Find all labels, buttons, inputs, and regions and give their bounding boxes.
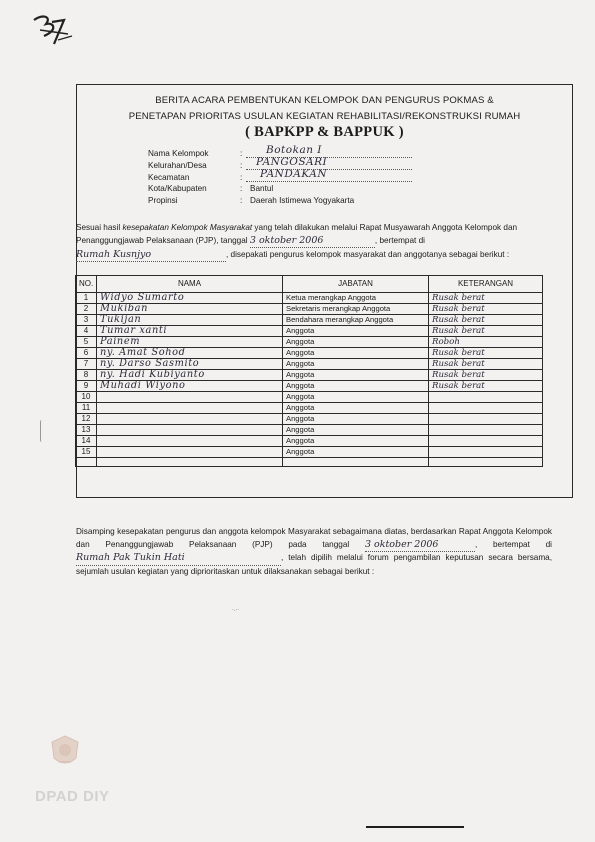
cell-no: 5 xyxy=(76,337,97,348)
watermark-text: DPAD DIY xyxy=(35,788,110,805)
date-field xyxy=(365,539,475,553)
cell-jabatan: Anggota xyxy=(283,337,429,348)
cell-nama xyxy=(97,425,283,436)
cell-jabatan: Ketua merangkap Anggota xyxy=(283,293,429,304)
priority-paragraph xyxy=(76,526,552,578)
info-value-handwritten: Botokan I xyxy=(266,144,322,156)
cell-keterangan: Rusak berat xyxy=(429,359,543,370)
info-label: Kota/Kabupaten xyxy=(148,184,207,194)
place-field xyxy=(76,248,226,262)
cell-jabatan: Sekretaris merangkap Anggota xyxy=(283,304,429,315)
table-row xyxy=(76,304,543,315)
info-row-kecamatan xyxy=(148,167,418,185)
cell-keterangan: Rusak berat xyxy=(429,315,543,326)
members-table-body xyxy=(76,293,543,467)
table-row xyxy=(76,425,543,436)
cell-nama: Tumar xanti xyxy=(97,326,283,337)
paragraph-text: , telah dipilih melalui forum pengambilan keputusan secara bersama, sejumlah usulan kegiatan yang diprioritaskan untuk dilaksanakan sebagai berikut : xyxy=(76,553,552,576)
cell-no: 8 xyxy=(76,370,97,381)
watermark-seal-icon xyxy=(50,734,80,770)
cell-no: 1 xyxy=(76,293,97,304)
cell-no: 9 xyxy=(76,381,97,392)
info-value: Bantul xyxy=(250,184,274,194)
table-row xyxy=(76,326,543,337)
info-colon: : xyxy=(240,184,243,194)
cell-no: 13 xyxy=(76,425,97,436)
table-row xyxy=(76,370,543,381)
header-no: NO. xyxy=(76,276,97,293)
paragraph-text: , bertempat di xyxy=(474,539,552,549)
date-field xyxy=(250,234,375,248)
cell-nama: Widyo Sumarto xyxy=(97,293,283,304)
members-table xyxy=(75,275,543,467)
cell-no: 3 xyxy=(76,315,97,326)
place-field xyxy=(76,552,281,566)
table-row xyxy=(76,403,543,414)
cell-no: 4 xyxy=(76,326,97,337)
cell-keterangan xyxy=(429,414,543,425)
cell-nama: Tukijan xyxy=(97,315,283,326)
table-row xyxy=(76,414,543,425)
cell-nama xyxy=(97,447,283,458)
cell-keterangan: Rusak berat xyxy=(429,381,543,392)
agreement-paragraph xyxy=(76,221,540,262)
paragraph-text: Sesuai hasil xyxy=(76,223,123,232)
cell-jabatan: Bendahara merangkap Anggota xyxy=(283,315,429,326)
info-label: Nama Kelompok xyxy=(148,149,209,158)
cell-nama: ny. Darso Sasmito xyxy=(97,359,283,370)
paragraph-emphasis: kesepakatan Kelompok Masyarakat xyxy=(122,223,253,232)
info-label: Kecamatan xyxy=(148,172,190,182)
cell-jabatan: Anggota xyxy=(283,425,429,436)
info-label: Kelurahan/Desa xyxy=(148,160,207,170)
cell-no: 2 xyxy=(76,304,97,315)
table-row xyxy=(76,392,543,403)
cell-keterangan: Rusak berat xyxy=(429,348,543,359)
info-colon: : xyxy=(240,196,243,206)
cell-jabatan: Anggota xyxy=(283,370,429,381)
cell-no: 10 xyxy=(76,392,97,403)
table-row xyxy=(76,337,543,348)
cell-nama: Muhadi Wiyono xyxy=(97,381,283,392)
cell-nama xyxy=(97,403,283,414)
header-jabatan: JABATAN xyxy=(283,276,429,293)
cell-keterangan xyxy=(429,447,543,458)
cell-keterangan: Rusak berat xyxy=(429,326,543,337)
header-keterangan: KETERANGAN xyxy=(429,276,543,293)
cell-nama xyxy=(97,392,283,403)
cell-jabatan: Anggota xyxy=(283,392,429,403)
cell-nama: Painem xyxy=(97,337,283,348)
cell-no: 15 xyxy=(76,447,97,458)
cell-jabatan: Anggota xyxy=(283,414,429,425)
table-row xyxy=(76,381,543,392)
handwritten-date: 3 oktober 2006 xyxy=(364,538,439,550)
cell-nama xyxy=(97,436,283,447)
cell-keterangan: Rusak berat xyxy=(429,370,543,381)
cell-no: 7 xyxy=(76,359,97,370)
table-row xyxy=(76,315,543,326)
cell-no: 6 xyxy=(76,348,97,359)
cell-nama xyxy=(97,414,283,425)
cell-no: 14 xyxy=(76,436,97,447)
handwritten-place: Rumah Kusnjyo xyxy=(76,249,152,260)
paragraph-text: yang telah dilakukan melalui Rapat Musyawarah Anggota Kelompok dan Penanggungjawab Pelaksanaan (PJP), tanggal xyxy=(76,223,518,245)
table-spacer-row xyxy=(76,458,543,467)
cell-jabatan: Anggota xyxy=(283,403,429,414)
info-colon: : xyxy=(240,149,243,158)
cell-nama: Mukiban xyxy=(97,304,283,315)
cell-nama: ny. Amat Sohod xyxy=(97,348,283,359)
dotted-line xyxy=(246,181,412,182)
cell-no: 11 xyxy=(76,403,97,414)
bottom-rule xyxy=(366,826,464,828)
info-colon: : xyxy=(240,160,243,170)
info-row-propinsi xyxy=(148,196,418,208)
paragraph-text: , bertempat di xyxy=(374,236,425,245)
cell-keterangan: Roboh xyxy=(429,337,543,348)
cell-jabatan: Anggota xyxy=(283,436,429,447)
cell-keterangan xyxy=(429,425,543,436)
scan-margin-mark xyxy=(40,420,45,442)
info-row-kabupaten xyxy=(148,184,418,196)
paragraph-text: , disepakati pengurus kelompok masyarakat dan anggotanya sebagai berikut : xyxy=(226,250,510,259)
cell-jabatan: Anggota xyxy=(283,326,429,337)
document-title-line-1: BERITA ACARA PEMBENTUKAN KELOMPOK DAN PENGURUS POKMAS & xyxy=(155,95,494,106)
table-header-row xyxy=(76,276,543,293)
scan-speck: ·.·· xyxy=(232,607,240,613)
cell-keterangan: Rusak berat xyxy=(429,304,543,315)
table-row xyxy=(76,348,543,359)
handwritten-page-number xyxy=(28,10,78,52)
table-row xyxy=(76,293,543,304)
cell-keterangan: Rusak berat xyxy=(429,293,543,304)
cell-no: 12 xyxy=(76,414,97,425)
info-value: Daerah Istimewa Yogyakarta xyxy=(250,196,355,206)
table-row xyxy=(76,447,543,458)
cell-jabatan: Anggota xyxy=(283,359,429,370)
info-value-handwritten: PANDAKAN xyxy=(260,167,328,180)
cell-jabatan: Anggota xyxy=(283,348,429,359)
cell-keterangan xyxy=(429,392,543,403)
info-colon: : xyxy=(240,172,243,182)
document-title-acronym: ( BAPKPP & BAPPUK ) xyxy=(245,124,404,140)
handwritten-date: 3 oktober 2006 xyxy=(249,235,324,246)
info-label: Propinsi xyxy=(148,196,178,206)
document-title-line-2: PENETAPAN PRIORITAS USULAN KEGIATAN REHABILITASI/REKONSTRUKSI RUMAH xyxy=(128,111,521,122)
info-value-handwritten: PANGOSARI xyxy=(256,155,328,168)
header-nama: NAMA xyxy=(97,276,283,293)
handwritten-place: Rumah Pak Tukin Hati xyxy=(76,552,185,564)
group-info-block xyxy=(148,144,418,208)
table-row xyxy=(76,359,543,370)
cell-keterangan xyxy=(429,403,543,414)
cell-jabatan: Anggota xyxy=(283,447,429,458)
cell-nama: ny. Hadi Kubiyanto xyxy=(97,370,283,381)
cell-jabatan: Anggota xyxy=(283,381,429,392)
cell-keterangan xyxy=(429,436,543,447)
paragraph-text: Disamping kesepakatan pengurus dan anggota kelompok Masyarakat sebagaimana diatas, berdasarkan Rapat Anggota Kelompok dan Penanggungjawab Pelaksanaan (PJP) pada tanggal xyxy=(76,527,552,549)
table-row xyxy=(76,436,543,447)
